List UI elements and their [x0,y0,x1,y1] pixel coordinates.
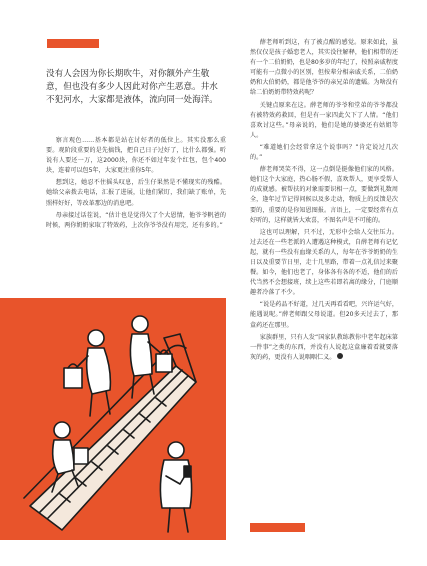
paragraph: 薛老师哭笑不得，这一点倒是挺像他们家的风格。她们这个大家庭，热心肠不假，喜欢帮人，更享受帮人的成就感。被帮扶的对象需要识相一点，要做到礼数周全，逢年过节记得问候以及多走动，物质上的反馈是次要的，重要的是你知恩图报。言语上，一定要经常有点好听的，这样就皆大欢喜，不图名声是不可能的。 [250,166,398,224]
left-text-column [46,136,226,231]
paragraph: 察言观色……基本都是站在讨好者的低位上。其实没那么重要。观阶段重要的是先搞钱，把自己日子过好了，比什么都强。听说有人要还一万，这2000块，你还不如过年发个红包，包个400块，连着可以包5年，大家更注重你5年。 [46,137,226,175]
paragraph: “说是药品不好道，过几天再看看吧，兴许运气好，能遇说呢。”薛老师跟父母说道。但20多天过去了，那盒药还在那里。 [250,301,398,329]
paragraph: 这也可以理解，只不过，无形中会给人交往压力。过去还在一些老派的人遭遇这种模式，自薛老师有记忆起，就有一些没有血缘关系的人，每年在爷爷奶奶的生日以及重要节日里，走十几里路，带着一点礼信过来聚餐。如今，他们也老了，身体各有各的不适，他们的后代当然不会想接班，续上这些若即若离的缘分，门庭顺趣者冷落了不少。 [250,228,398,297]
people-on-escalator-with-shopping-bags-icon [0,298,226,540]
footer-accent-bar [250,523,305,532]
paragraph: 想到这，她忍不住摇头叹息，后生仔果然是不懂现实的残酷。她给父亲拨去电话，汇报了进展，让他们紧盯，我们缺了账单，先照样好好，等改革那边的消息吧。 [46,179,226,207]
paragraph-text: 家族群里，只有人发“国家队教练教你中老年起床第一件事”之类的东西，并没有人说起这盒廉着看就要落灰的药，更没有人说咽咽仁义。 [250,333,398,361]
right-text-column [250,38,398,363]
paragraph: 关键点原来在这。薛老师的爷爷和堂弟的爷爷都没有被特效药救回，但是有一家四此欠下了人情。“他们喜欢讨这些。”母亲说的，他们是她的婆婆还有姑姐等人。 [250,101,398,139]
paragraph: 母亲接过话茬说，“估计也是觉得欠了个大恩情，他爷爷帆爸的时候，两你奶奶家取了特效药，上次你爷爷没有用完，还有多的。” [46,211,226,229]
end-of-article-icon [337,353,343,359]
paragraph: 薛老师听到这，有了被点醒的感觉。原来如此，虽然仅仅是孩子婚恋老人，其实没往解释，他们相带的还有一个二伯奶奶，也是80多岁的年纪了，按照亲戚程度可能有一点微小的区别，但按辈分相亲戚关系，二伯奶奶和大伯奶奶，都是他爷爷的亲兄弟的遗孀。为啥没有给二伯奶奶带特效药呢？ [250,39,398,97]
pull-quote: 没有人会因为你长期吹牛，对你额外产生敬意，但也没有多少人因此对你产生恶意。井水不犯河水，大家都是液体，流向同一处海洋。 [46,69,218,105]
paragraph [250,333,398,363]
paragraph: “难道她们会经常拿这个说事吗？”肯定说过几次的。” [250,143,398,162]
escalator-illustration [0,298,226,540]
section-accent-bar [47,39,99,48]
